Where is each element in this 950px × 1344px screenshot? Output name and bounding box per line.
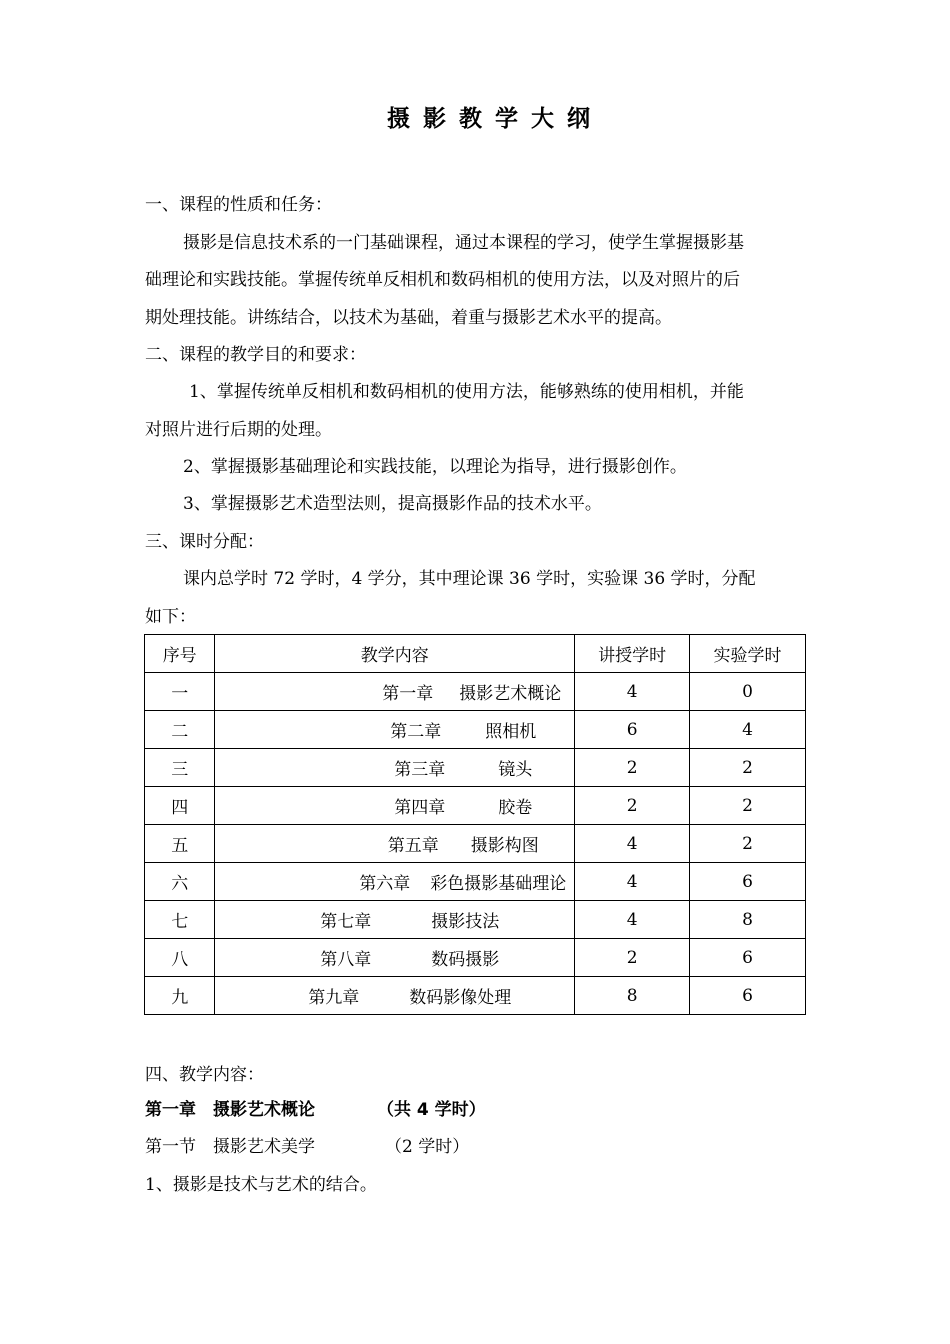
row-content <box>215 787 575 825</box>
row-number: 三 <box>145 749 215 787</box>
row-lecture-hours: 8 <box>575 977 690 1015</box>
row-chapter-name: 摄影艺术概论 <box>459 684 562 704</box>
section3-para-line2: 如下： <box>145 607 196 627</box>
row-number: 六 <box>145 863 215 901</box>
row-lecture-hours: 2 <box>575 749 690 787</box>
row-content <box>215 939 575 977</box>
table-row <box>145 825 806 863</box>
section1-1-title: 第一节 摄影艺术美学 <box>145 1137 315 1157</box>
row-lab-hours: 0 <box>690 673 806 711</box>
row-lecture-hours: 4 <box>575 673 690 711</box>
table-row <box>145 749 806 787</box>
row-lab-hours: 6 <box>690 977 806 1015</box>
row-number: 四 <box>145 787 215 825</box>
row-lecture-hours: 4 <box>575 901 690 939</box>
row-lab-hours: 6 <box>690 939 806 977</box>
row-lab-hours: 2 <box>690 825 806 863</box>
section2-item1-line2: 对照片进行后期的处理。 <box>145 420 332 440</box>
table-row <box>145 901 806 939</box>
table-row <box>145 939 806 977</box>
section2-item1-line1: 1、掌握传统单反相机和数码相机的使用方法，能够熟练的使用相机，并能 <box>189 382 744 402</box>
row-chapter-name: 彩色摄影基础理论 <box>430 874 567 894</box>
row-chapter: 第一章 <box>382 684 434 704</box>
row-chapter: 第九章 <box>308 988 360 1008</box>
row-chapter-name: 摄影构图 <box>470 836 539 856</box>
header-lab-hours: 实验学时 <box>690 635 806 673</box>
row-lecture-hours: 4 <box>575 863 690 901</box>
section1-1-hours: （2 学时） <box>385 1137 470 1157</box>
row-chapter: 第七章 <box>320 912 372 932</box>
document-title: 摄影教学大纲 <box>387 106 603 132</box>
row-chapter: 第四章 <box>394 798 446 818</box>
section1-1-heading <box>145 1137 469 1157</box>
table-row <box>145 787 806 825</box>
section3-heading: 三、课时分配： <box>145 532 264 552</box>
row-number: 七 <box>145 901 215 939</box>
section1-para-line2: 础理论和实践技能。掌握传统单反相机和数码相机的使用方法，以及对照片的后 <box>145 270 740 290</box>
row-number: 一 <box>145 673 215 711</box>
table-row <box>145 711 806 749</box>
row-chapter-name: 数码摄影 <box>431 950 500 970</box>
row-content <box>215 673 575 711</box>
row-lab-hours: 8 <box>690 901 806 939</box>
row-number: 九 <box>145 977 215 1015</box>
row-content <box>215 711 575 749</box>
row-lecture-hours: 4 <box>575 825 690 863</box>
section1-heading: 一、课程的性质和任务： <box>145 195 332 215</box>
table-header-row <box>145 635 806 673</box>
section2-item3: 3、掌握摄影艺术造型法则，提高摄影作品的技术水平。 <box>183 494 602 514</box>
section2-heading: 二、课程的教学目的和要求： <box>145 345 366 365</box>
row-lecture-hours: 2 <box>575 939 690 977</box>
content-point-1: 1、摄影是技术与艺术的结合。 <box>145 1175 377 1195</box>
row-number: 八 <box>145 939 215 977</box>
row-lab-hours: 2 <box>690 787 806 825</box>
header-lecture-hours: 讲授学时 <box>575 635 690 673</box>
row-number: 二 <box>145 711 215 749</box>
table-row <box>145 863 806 901</box>
section2-item2: 2、掌握摄影基础理论和实践技能，以理论为指导，进行摄影创作。 <box>183 457 687 477</box>
row-chapter-name: 胶卷 <box>498 798 533 818</box>
row-content <box>215 977 575 1015</box>
row-lab-hours: 2 <box>690 749 806 787</box>
row-chapter: 第三章 <box>394 760 446 780</box>
row-chapter-name: 镜头 <box>498 760 533 780</box>
row-lecture-hours: 6 <box>575 711 690 749</box>
chapter1-hours: （共 4 学时） <box>377 1100 486 1120</box>
header-number: 序号 <box>145 635 215 673</box>
row-chapter-name: 照相机 <box>485 722 537 742</box>
row-content <box>215 825 575 863</box>
row-lab-hours: 6 <box>690 863 806 901</box>
chapter1-heading <box>145 1100 486 1120</box>
row-lecture-hours: 2 <box>575 787 690 825</box>
table-row <box>145 977 806 1015</box>
table-row <box>145 673 806 711</box>
hours-table <box>144 634 806 1015</box>
row-chapter-name: 数码影像处理 <box>409 988 512 1008</box>
chapter1-title: 第一章 摄影艺术概论 <box>145 1100 315 1120</box>
row-chapter: 第二章 <box>390 722 442 742</box>
section3-para-line1: 课内总学时 72 学时，4 学分，其中理论课 36 学时，实验课 36 学时，分配 <box>183 569 756 589</box>
row-chapter-name: 摄影技法 <box>431 912 500 932</box>
row-content <box>215 901 575 939</box>
row-lab-hours: 4 <box>690 711 806 749</box>
row-chapter: 第五章 <box>387 836 439 856</box>
header-content: 教学内容 <box>215 635 575 673</box>
row-number: 五 <box>145 825 215 863</box>
row-chapter: 第六章 <box>359 874 411 894</box>
section4-heading: 四、教学内容： <box>145 1065 264 1085</box>
row-content <box>215 749 575 787</box>
section1-para-line3: 期处理技能。讲练结合，以技术为基础，着重与摄影艺术水平的提高。 <box>145 308 672 328</box>
section1-para-line1: 摄影是信息技术系的一门基础课程，通过本课程的学习，使学生掌握摄影基 <box>183 233 744 253</box>
row-content <box>215 863 575 901</box>
row-chapter: 第八章 <box>320 950 372 970</box>
